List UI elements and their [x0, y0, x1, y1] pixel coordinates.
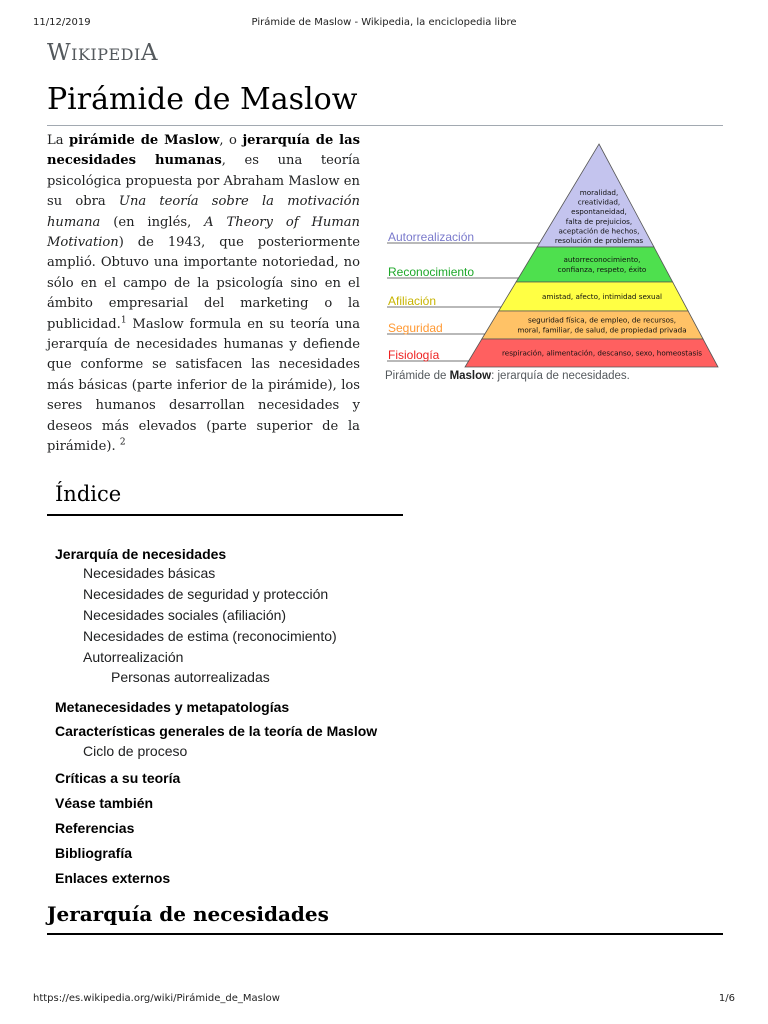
toc-item-level-1[interactable]: Jerarquía de necesidades: [55, 546, 227, 562]
lead-text-3: , es una teoría psicológica propuesta por Abraham Maslow en su obra: [47, 153, 360, 210]
pyramid-tier-text: creatividad,: [577, 197, 621, 207]
toc-item-level-2[interactable]: Necesidades básicas: [83, 565, 216, 581]
toc-item-level-2[interactable]: Autorrealización: [83, 649, 184, 665]
pyramid-level-label[interactable]: Afiliación: [388, 294, 437, 308]
print-date: 11/12/2019: [33, 17, 91, 28]
toc-divider: [47, 514, 403, 516]
toc-item-level-1[interactable]: Enlaces externos: [55, 870, 171, 886]
toc-title: Índice: [55, 482, 122, 506]
pyramid-tier-text: moral, familiar, de salud, de propiedad privada: [517, 325, 687, 335]
pyramid-tier-text: autorreconocimiento,: [563, 255, 641, 265]
pyramid-tier-text: falta de prejuicios,: [565, 216, 633, 226]
caption-text-2: : jerarquía de necesidades.: [491, 370, 630, 382]
pyramid-tier-text: confianza, respeto, éxito: [557, 264, 647, 274]
toc-item-level-1[interactable]: Véase también: [55, 795, 154, 811]
figure-caption: [385, 370, 630, 382]
toc-item-level-2[interactable]: Necesidades sociales (afiliación): [83, 607, 287, 623]
lead-text-5: ) de 1943, que posteriormente amplió. Obtuvo una importante notoriedad, no sólo en el campo de la psicología sino en el ámbito empresarial del marketing o la publicidad.: [47, 235, 360, 332]
pyramid-tier-text: resolución de problemas: [554, 236, 644, 245]
print-page-number: 1/6: [718, 993, 735, 1004]
pyramid-level-label[interactable]: Fisiología: [388, 348, 440, 362]
pyramid-level-label[interactable]: Autorrealización: [388, 230, 475, 244]
pyramid-level-label[interactable]: Reconocimiento: [388, 265, 475, 279]
caption-bold: Maslow: [449, 370, 492, 382]
lead-italic-2: A Theory of Human Motivation: [47, 214, 360, 251]
section-heading: Jerarquía de necesidades: [47, 902, 329, 926]
pyramid-tier-text: moralidad,: [579, 188, 619, 197]
maslow-pyramid-diagram: [385, 140, 720, 370]
wordmark-w: W: [47, 40, 72, 66]
lead-bold-1: pirámide de Maslow: [69, 133, 220, 148]
lead-bold-2: jerarquía de las necesidades humanas: [47, 133, 361, 169]
lead-text-2: , o: [219, 133, 243, 148]
pyramid-tier-text: respiración, alimentación, descanso, sexo, homeostasis: [501, 348, 703, 358]
reference-2[interactable]: 2: [119, 437, 126, 448]
lead-text-6: Maslow formula en su teoría una jerarquía de necesidades humanas y defiende que conforme se satisfacen las necesidades más básicas (parte inferior de la pirámide), los seres humanos desarrollan necesidades y deseos más elevados (parte superior de la pirámide).: [47, 316, 360, 455]
pyramid-level-label[interactable]: Seguridad: [388, 321, 443, 335]
pyramid-tier-text: aceptación de hechos,: [558, 226, 640, 236]
caption-text-1: Pirámide de: [385, 370, 450, 382]
lead-text-1: La: [47, 133, 69, 148]
lead-italic-1: Una teoría sobre la motivación humana: [47, 194, 360, 230]
maslow-pyramid-figure[interactable]: [385, 140, 720, 385]
toc-item-level-1[interactable]: Características generales de la teoría de Maslow: [55, 723, 378, 739]
wikipedia-wordmark[interactable]: [47, 40, 158, 66]
pyramid-tier-text: amistad, afecto, intimidad sexual: [541, 292, 663, 301]
page-title: Pirámide de Maslow: [47, 82, 358, 117]
title-divider: [47, 125, 723, 126]
pyramid-tier-text: espontaneidad,: [571, 207, 627, 217]
wordmark-a: A: [140, 40, 158, 66]
toc-item-level-2[interactable]: Ciclo de proceso: [83, 743, 188, 759]
toc-item-level-2[interactable]: Necesidades de estima (reconocimiento): [83, 628, 337, 644]
toc-item-level-1[interactable]: Metanecesidades y metapatologías: [55, 699, 290, 715]
print-page-title: Pirámide de Maslow - Wikipedia, la enciclopedia libre: [251, 17, 517, 28]
section-divider: [47, 933, 723, 935]
lead-text-4: (en inglés,: [100, 214, 205, 230]
print-url: https://es.wikipedia.org/wiki/Pirámide_de_Maslow: [33, 993, 280, 1004]
pyramid-tier-text: seguridad física, de empleo, de recursos,: [527, 315, 677, 325]
toc-item-level-1[interactable]: Críticas a su teoría: [55, 770, 181, 786]
reference-1[interactable]: 1: [120, 315, 127, 326]
toc-item-level-1[interactable]: Referencias: [55, 820, 135, 836]
wordmark-middle: IKIPEDI: [71, 45, 141, 64]
toc-item-level-1[interactable]: Bibliografía: [55, 845, 133, 861]
toc-item-level-3[interactable]: Personas autorrealizadas: [111, 669, 270, 685]
toc-item-level-2[interactable]: Necesidades de seguridad y protección: [83, 586, 329, 602]
lead-paragraph: [47, 131, 360, 458]
